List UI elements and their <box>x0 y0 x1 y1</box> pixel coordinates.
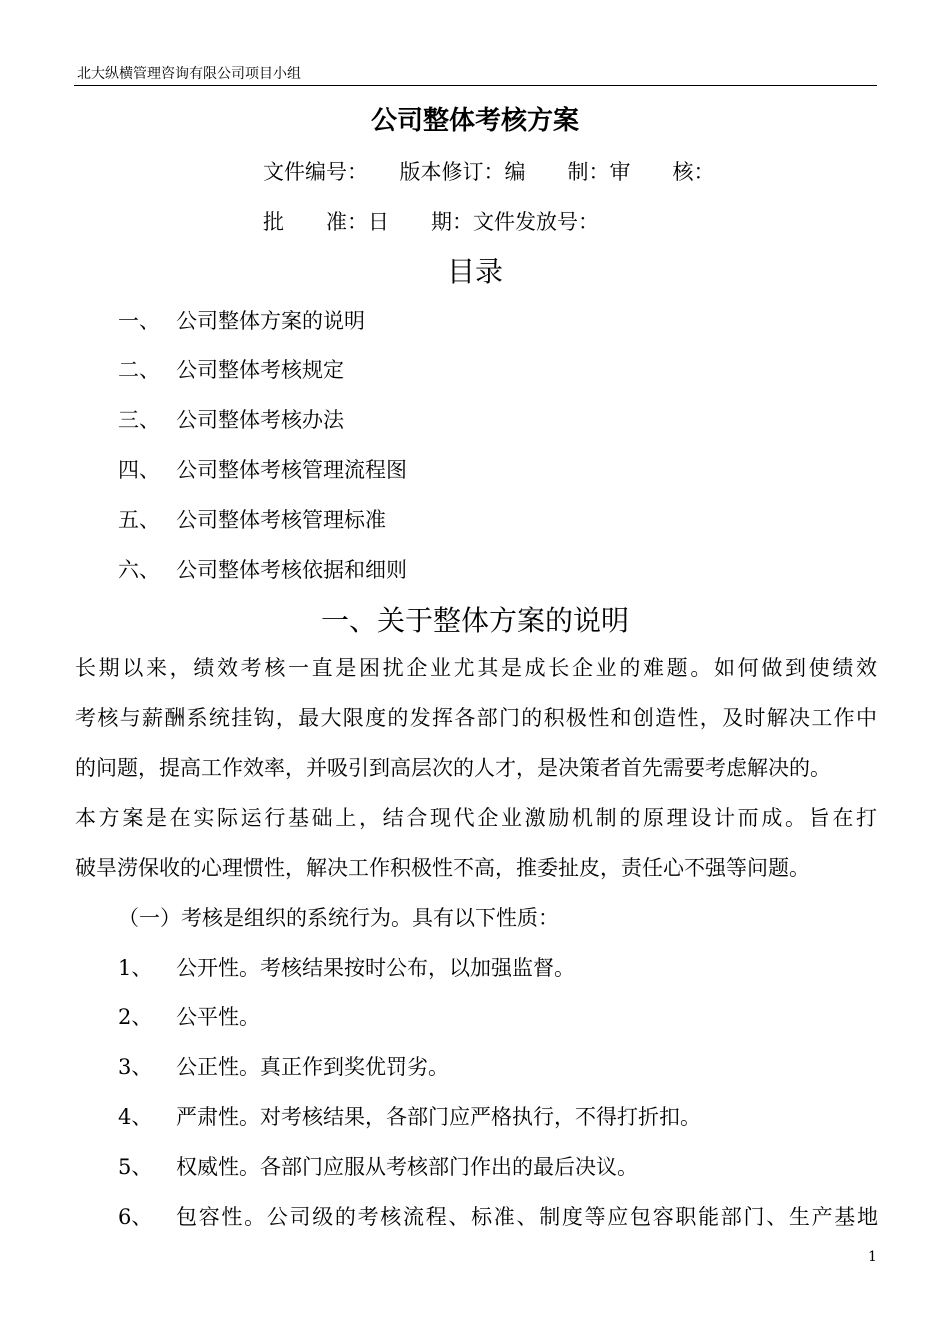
toc-item-label: 公司整体考核管理标准 <box>176 508 386 532</box>
page-header: 北大纵横管理咨询有限公司项目小组 <box>77 66 301 82</box>
toc-item-label: 公司整体方案的说明 <box>176 309 365 333</box>
toc-title: 目录 <box>446 255 503 288</box>
list-item-number: 2、 <box>118 1005 153 1029</box>
list-item-text: 权威性。各部门应服从考核部门作出的最后决议。 <box>176 1155 638 1179</box>
list-item-text: 包容性。公司级的考核流程、标准、制度等应包容职能部门、生产基地 <box>176 1205 878 1229</box>
list-item-number: 5、 <box>118 1155 153 1179</box>
paragraph-line: 长期以来，绩效考核一直是困扰企业尤其是成长企业的难题。如何做到使绩效 <box>75 656 877 680</box>
toc-item-number: 五、 <box>118 508 160 532</box>
document-title: 公司整体考核方案 <box>370 106 579 136</box>
paragraph-line: 考核与薪酬系统挂钩，最大限度的发挥各部门的积极性和创造性，及时解决工作中 <box>75 706 877 730</box>
paragraph-line: 的问题，提高工作效率，并吸引到高层次的人才，是决策者首先需要考虑解决的。 <box>75 756 831 780</box>
document-meta-line-1: 文件编号： 版本修订：编 制：审 核： <box>263 160 715 184</box>
toc-item-number: 二、 <box>118 358 160 382</box>
toc-item-number: 六、 <box>118 558 160 582</box>
toc-item-label: 公司整体考核规定 <box>176 358 344 382</box>
list-item-number: 4、 <box>118 1105 153 1129</box>
paragraph-line: 本方案是在实际运行基础上，结合现代企业激励机制的原理设计而成。旨在打 <box>75 806 877 830</box>
list-item-text: 公正性。真正作到奖优罚劣。 <box>176 1055 449 1079</box>
page-number: 1 <box>868 1249 877 1265</box>
toc-item-label: 公司整体考核办法 <box>176 408 344 432</box>
toc-item-number: 四、 <box>118 458 160 482</box>
section-title: 一、关于整体方案的说明 <box>320 604 629 637</box>
toc-item-label: 公司整体考核依据和细则 <box>176 558 407 582</box>
toc-item-number: 三、 <box>118 408 160 432</box>
list-item-text: 公开性。考核结果按时公布，以加强监督。 <box>176 956 575 980</box>
list-item-number: 1、 <box>118 956 153 980</box>
paragraph-line: 破旱涝保收的心理惯性，解决工作积极性不高，推委扯皮，责任心不强等问题。 <box>75 856 810 880</box>
list-item-number: 3、 <box>118 1055 153 1079</box>
toc-item-number: 一、 <box>118 309 160 333</box>
list-item-text: 公平性。 <box>176 1005 260 1029</box>
document-meta-line-2: 批 准：日 期：文件发放号： <box>263 210 599 234</box>
toc-item-label: 公司整体考核管理流程图 <box>176 458 407 482</box>
list-item-text: 严肃性。对考核结果，各部门应严格执行，不得打折扣。 <box>176 1105 701 1129</box>
list-item-number: 6、 <box>118 1205 153 1229</box>
header-rule <box>74 85 877 86</box>
sub-heading: （一）考核是组织的系统行为。具有以下性质： <box>118 906 559 930</box>
